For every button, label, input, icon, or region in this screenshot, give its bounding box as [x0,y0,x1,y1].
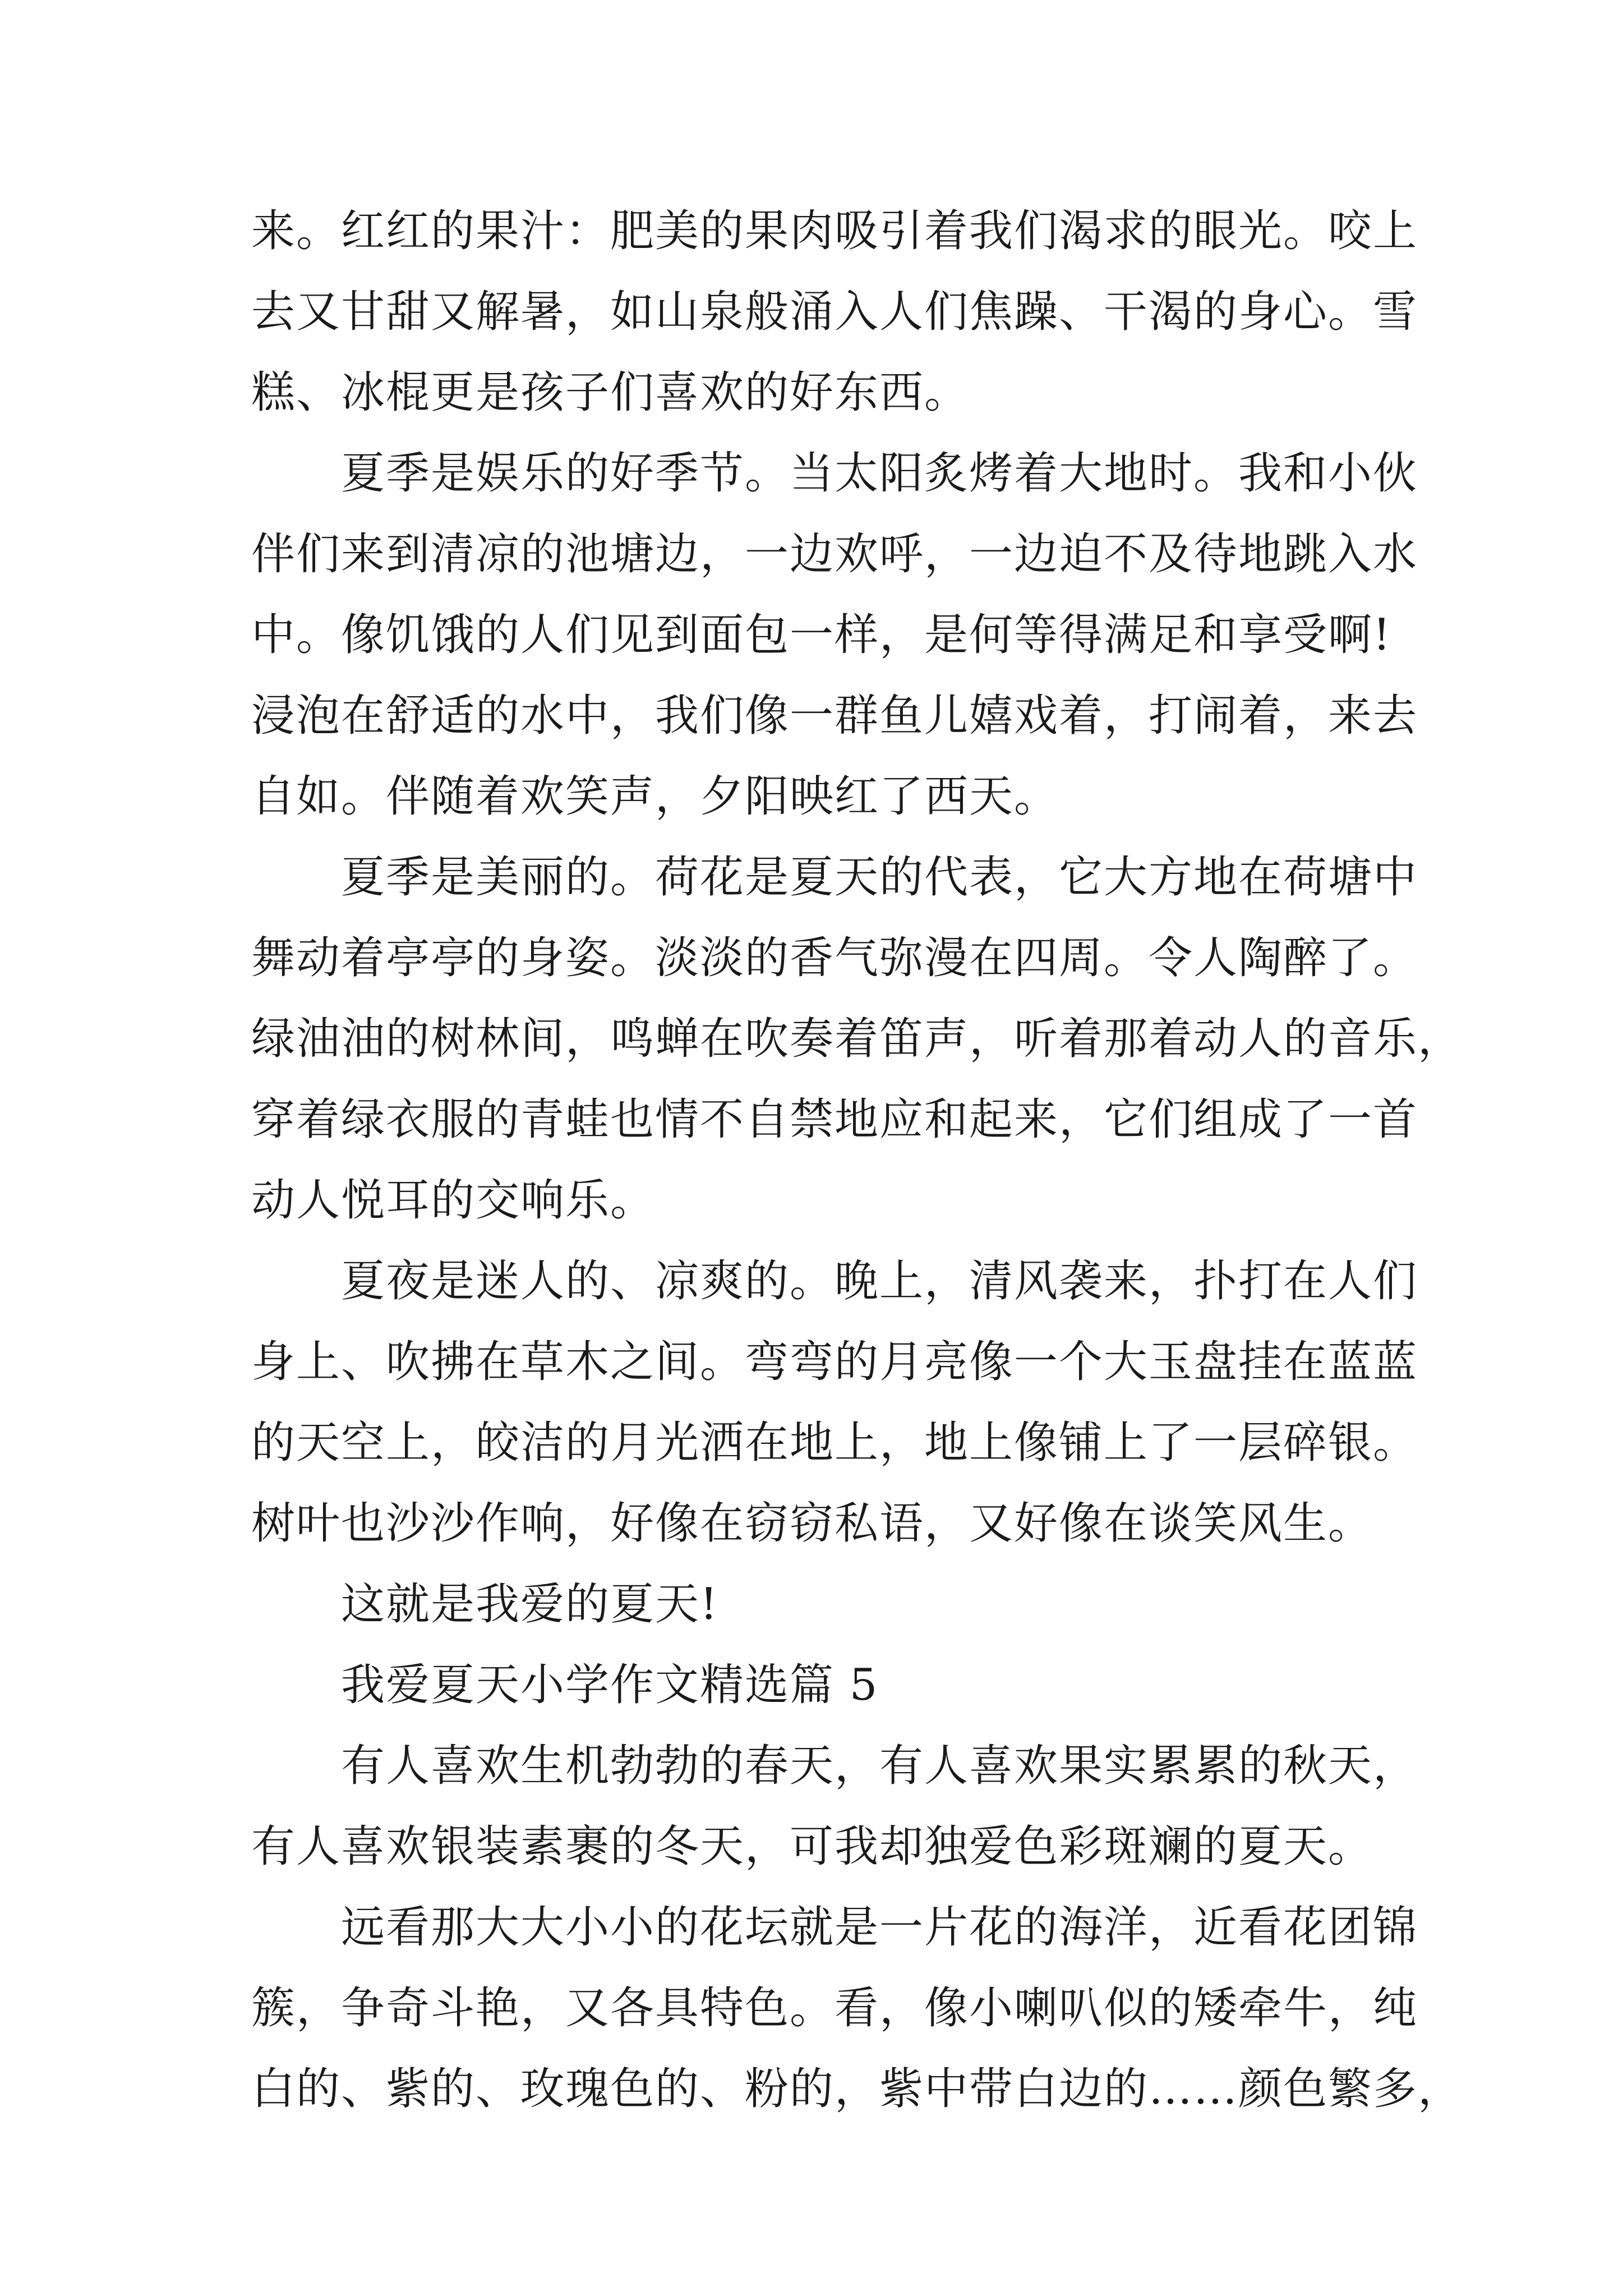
paragraph-first-line: 夏季是娱乐的好季节。当太阳炙烤着大地时。我和小伙 [341,448,1418,499]
text-line: 伴们来到清凉的池塘边，一边欢呼，一边迫不及待地跳入水 [251,529,1418,579]
text-line: 穿着绿衣服的青蛙也情不自禁地应和起来，它们组成了一首 [251,1094,1418,1145]
paragraph-first-line: 有人喜欢生机勃勃的春天，有人喜欢果实累累的秋天， [341,1741,1418,1791]
paragraph-first-line: 夏季是美丽的。荷花是夏天的代表，它大方地在荷塘中 [341,852,1418,903]
paragraph-first-line: 夏夜是迷人的、凉爽的。晚上，清风袭来，扑打在人们 [341,1256,1418,1306]
paragraph-first-line: 远看那大大小小的花坛就是一片花的海洋，近看花团锦 [341,1902,1418,1953]
text-line: 动人悦耳的交响乐。 [251,1175,656,1226]
text-line: 中。像饥饿的人们见到面包一样，是何等得满足和享受啊! [251,610,1392,660]
section-heading: 我爱夏天小学作文精选篇 5 [341,1660,879,1710]
text-line: 身上、吹拂在草木之间。弯弯的月亮像一个大玉盘挂在蓝蓝 [251,1337,1418,1387]
text-line: 去又甘甜又解暑，如山泉般涌入人们焦躁、干渴的身心。雪 [251,287,1418,337]
text-line: 簇，争奇斗艳，又各具特色。看，像小喇叭似的矮牵牛，纯 [251,1983,1418,2033]
text-line: 舞动着亭亭的身姿。淡淡的香气弥漫在四周。令人陶醉了。 [251,933,1418,983]
text-line: 白的、紫的、玫瑰色的、粉的，紫中带白边的……颜色繁多， [251,2064,1463,2114]
text-line: 绿油油的树林间，鸣蝉在吹奏着笛声，听着那着动人的音乐， [251,1014,1463,1064]
document-body [251,191,1463,2129]
text-line: 糕、冰棍更是孩子们喜欢的好东西。 [251,367,970,418]
text-line: 的天空上，皎洁的月光洒在地上，地上像铺上了一层碎银。 [251,1418,1418,1468]
text-line: 浸泡在舒适的水中，我们像一群鱼儿嬉戏着，打闹着，来去 [251,691,1418,741]
text-line: 有人喜欢银装素裹的冬天，可我却独爱色彩斑斓的夏天。 [251,1821,1373,1872]
text-line: 来。红红的果汁：肥美的果肉吸引着我们渴求的眼光。咬上 [251,206,1418,256]
text-line: 自如。伴随着欢笑声，夕阳映红了西天。 [251,771,1059,822]
paragraph-first-line: 这就是我爱的夏天! [341,1579,719,1630]
text-line: 树叶也沙沙作响，好像在窃窃私语，又好像在谈笑风生。 [251,1498,1373,1549]
